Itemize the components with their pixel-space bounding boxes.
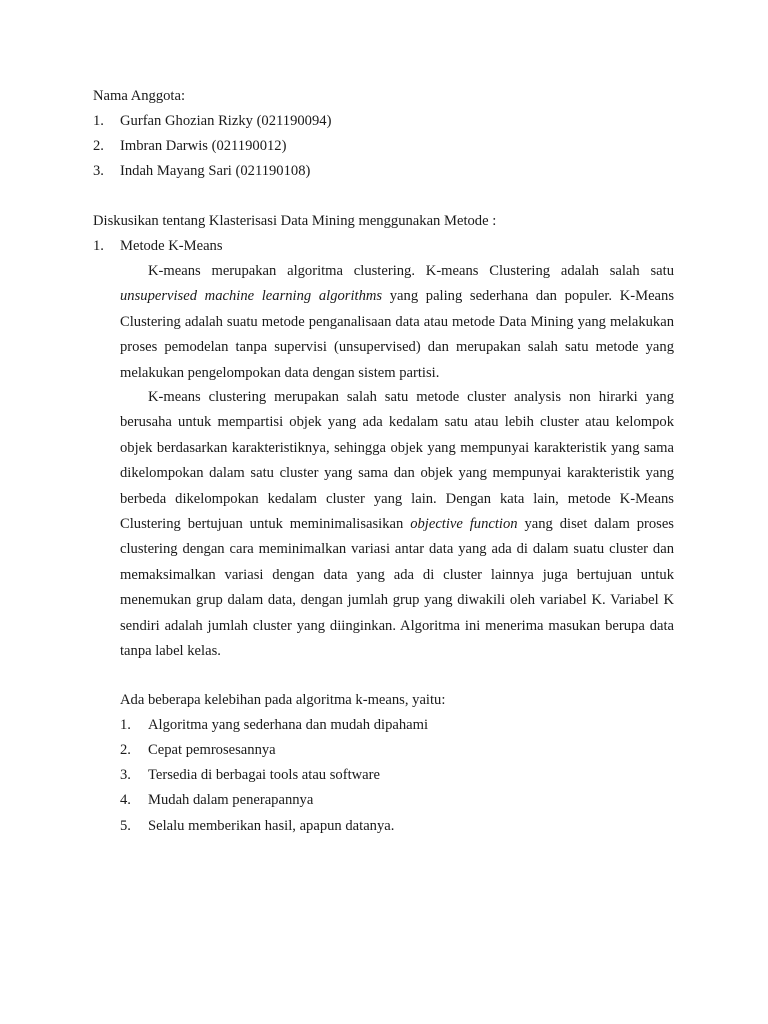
discussion-intro: Diskusikan tentang Klasterisasi Data Mining menggunakan Metode : — [93, 213, 497, 229]
paragraph-1-text-b: yang paling sederhana dan populer. K-Means Clustering adalah suatu metode penganalisaan data atau metode Data Mining yang melakukan proses pemodelan tanpa supervisi (unsupervised) dan merupakan salah satu metode yang melakukan pengelompokan data dengan sistem partisi. — [120, 288, 674, 381]
list-number: 3. — [93, 163, 104, 179]
list-number: 4. — [120, 792, 131, 808]
list-number: 2. — [93, 138, 104, 154]
list-number: 3. — [120, 767, 131, 783]
paragraph-1-italic: unsupervised machine learning algorithms — [120, 288, 383, 305]
advantage-text: Tersedia di berbagai tools atau software — [148, 767, 380, 783]
member-name: Indah Mayang Sari (021190108) — [120, 163, 311, 179]
paragraph-2 — [120, 385, 674, 664]
list-number: 2. — [120, 742, 131, 758]
members-label: Nama Anggota: — [93, 88, 186, 104]
list-number: 1. — [93, 113, 104, 129]
paragraph-1 — [120, 259, 674, 386]
method-title: Metode K-Means — [120, 238, 223, 254]
advantages-intro: Ada beberapa kelebihan pada algoritma k-means, yaitu: — [120, 692, 446, 708]
list-number: 1. — [93, 238, 104, 254]
paragraph-1-text-a: K-means merupakan algoritma clustering. K-means Clustering adalah salah satu — [148, 263, 674, 279]
member-name: Imbran Darwis (021190012) — [120, 138, 287, 154]
paragraph-2-text-b: yang diset dalam proses clustering dengan cara meminimalkan variasi antar data yang ada di dalam suatu cluster dan memaksimalkan variasi dengan data yang ada di cluster lainnya juga bertujuan untuk menemukan grup dalam data, dengan jumlah grup yang diwakili oleh variabel K. Variabel K sendiri adalah jumlah cluster yang diinginkan. Algoritma ini menerima masukan berupa data tanpa label kelas. — [120, 516, 674, 660]
member-name: Gurfan Ghozian Rizky (021190094) — [120, 113, 332, 129]
advantage-text: Algoritma yang sederhana dan mudah dipahami — [148, 717, 429, 733]
paragraph-2-italic: objective function — [410, 516, 518, 533]
list-number: 1. — [120, 717, 131, 733]
advantage-text: Mudah dalam penerapannya — [148, 792, 314, 808]
list-number: 5. — [120, 818, 131, 834]
advantage-text: Selalu memberikan hasil, apapun datanya. — [148, 818, 395, 834]
advantage-text: Cepat pemrosesannya — [148, 742, 276, 758]
paragraph-2-text-a: K-means clustering merupakan salah satu metode cluster analysis non hirarki yang berusaha untuk mempartisi objek yang ada kedalam satu atau lebih cluster atau kelompok objek berdasarkan karakteristiknya, sehingga objek yang mempunyai karakteristik yang sama dikelompokan dalam satu cluster yang sama dan objek yang mempunyai karakteristik yang berbeda dikelompokan kedalam cluster yang lain. Dengan kata lain, metode K-Means Clustering bertujuan untuk meminimalisasikan — [120, 389, 674, 533]
